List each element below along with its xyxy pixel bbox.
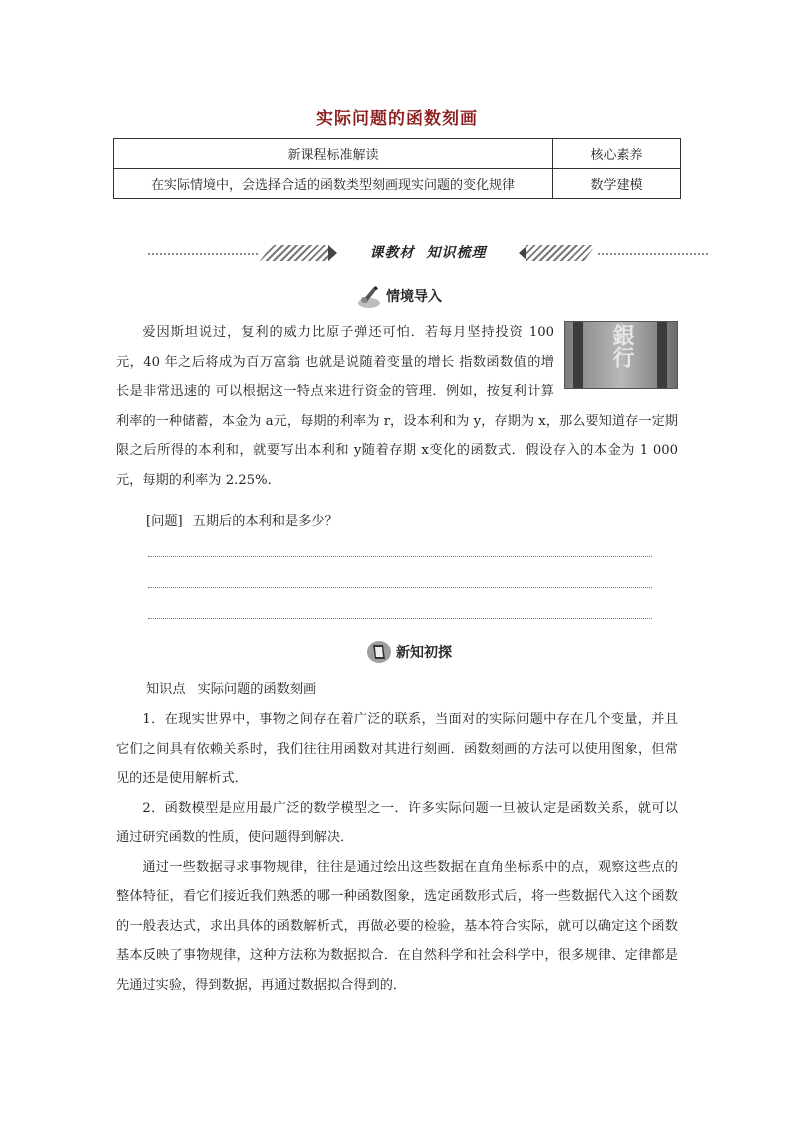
table-cell: 在实际情境中，会选择合适的函数类型刻画现实问题的变化规律 [114,169,553,199]
section-heading-new-knowledge [366,638,452,666]
knowledge-point-heading [146,678,316,697]
banner-divider [598,253,708,255]
table-header-cell: 核心素养 [553,139,681,169]
banner-stripe-decoration [526,245,596,261]
intro-paragraph: 爱因斯坦说过，复利的威力比原子弹还可怕．若每月坚持投资 100 元，40 年之后将成为百万富翁 也就是说随着变量的增长 指数函数值的增长是非常迅速的 可以根据这一特点来进行资金的管理．例如，按复利计算利率的一种储蓄，本金为 a元，每期的利率为 r，设本利和为 y，存期为 x，那么要知道存一定期限之后所得的本利和，就要写出本利和 y随着存期 x变化的函数式．假设存入的本金为 1 000元，每期的利率为 2.25%. [116,325,678,488]
section-banner [148,240,708,270]
answer-line [148,556,652,557]
table-header-cell: 新课程标准解读 [114,139,553,169]
answer-line [148,618,652,619]
section-heading-text: 情境导入 [386,289,442,305]
knowledge-item: 2．函数模型是应用最广泛的数学模型之一．许多实际问题一旦被认定是函数关系，就可以通过研究函数的性质，使问题得到解决． [116,800,678,845]
bank-building-photo [564,321,678,389]
page-title: 实际问题的函数刻画 [316,109,478,129]
answer-line [148,587,652,588]
knowledge-item: 1．在现实世界中，事物之间存在着广泛的联系，当面对的实际问题中存在几个变量，并且它们之间具有依赖关系时，我们往往用函数对其进行刻画．函数刻画的方法可以使用图象，但常见的还是使用解析式． [116,712,678,786]
table-header-row [114,139,681,169]
section-heading-text: 新知初探 [396,645,452,661]
curriculum-standards-table [113,138,681,199]
banner-label-right: 知识梳理 [426,245,487,261]
intro-paragraph-block [116,318,678,495]
knowledge-point-label: 知识点 [146,682,186,697]
banner-divider [148,253,258,255]
question-text: 五期后的本利和是多少？ [192,514,338,529]
knowledge-body [116,705,678,1000]
question-label: [问题] [146,514,183,529]
banner-arrow-icon [328,245,337,261]
banner-stripe-decoration [260,245,330,261]
table-cell: 数学建模 [553,169,681,199]
banner-label-left: 课教材 [369,245,415,261]
table-row [114,169,681,199]
bank-sign-text: 銀行 [609,324,635,368]
pen-hand-icon [356,283,382,309]
knowledge-point-title: 实际问题的函数刻画 [197,682,317,697]
question-line [146,510,338,529]
banner-label [348,242,508,262]
book-icon [366,639,392,665]
knowledge-item: 通过一些数据寻求事物规律，往往是通过绘出这些数据在直角坐标系中的点，观察这些点的整体特征，看它们接近我们熟悉的哪一种函数图象，选定函数形式后，将一些数据代入这个函数的一般表达式，求出具体的函数解析式，再做必要的检验，基本符合实际，就可以确定这个函数基本反映了事物规律，这种方法称为数据拟合．在自然科学和社会科学中，很多规律、定律都是先通过实验，得到数据，再通过数据拟合得到的． [116,859,678,993]
section-heading-scenario [356,282,442,310]
